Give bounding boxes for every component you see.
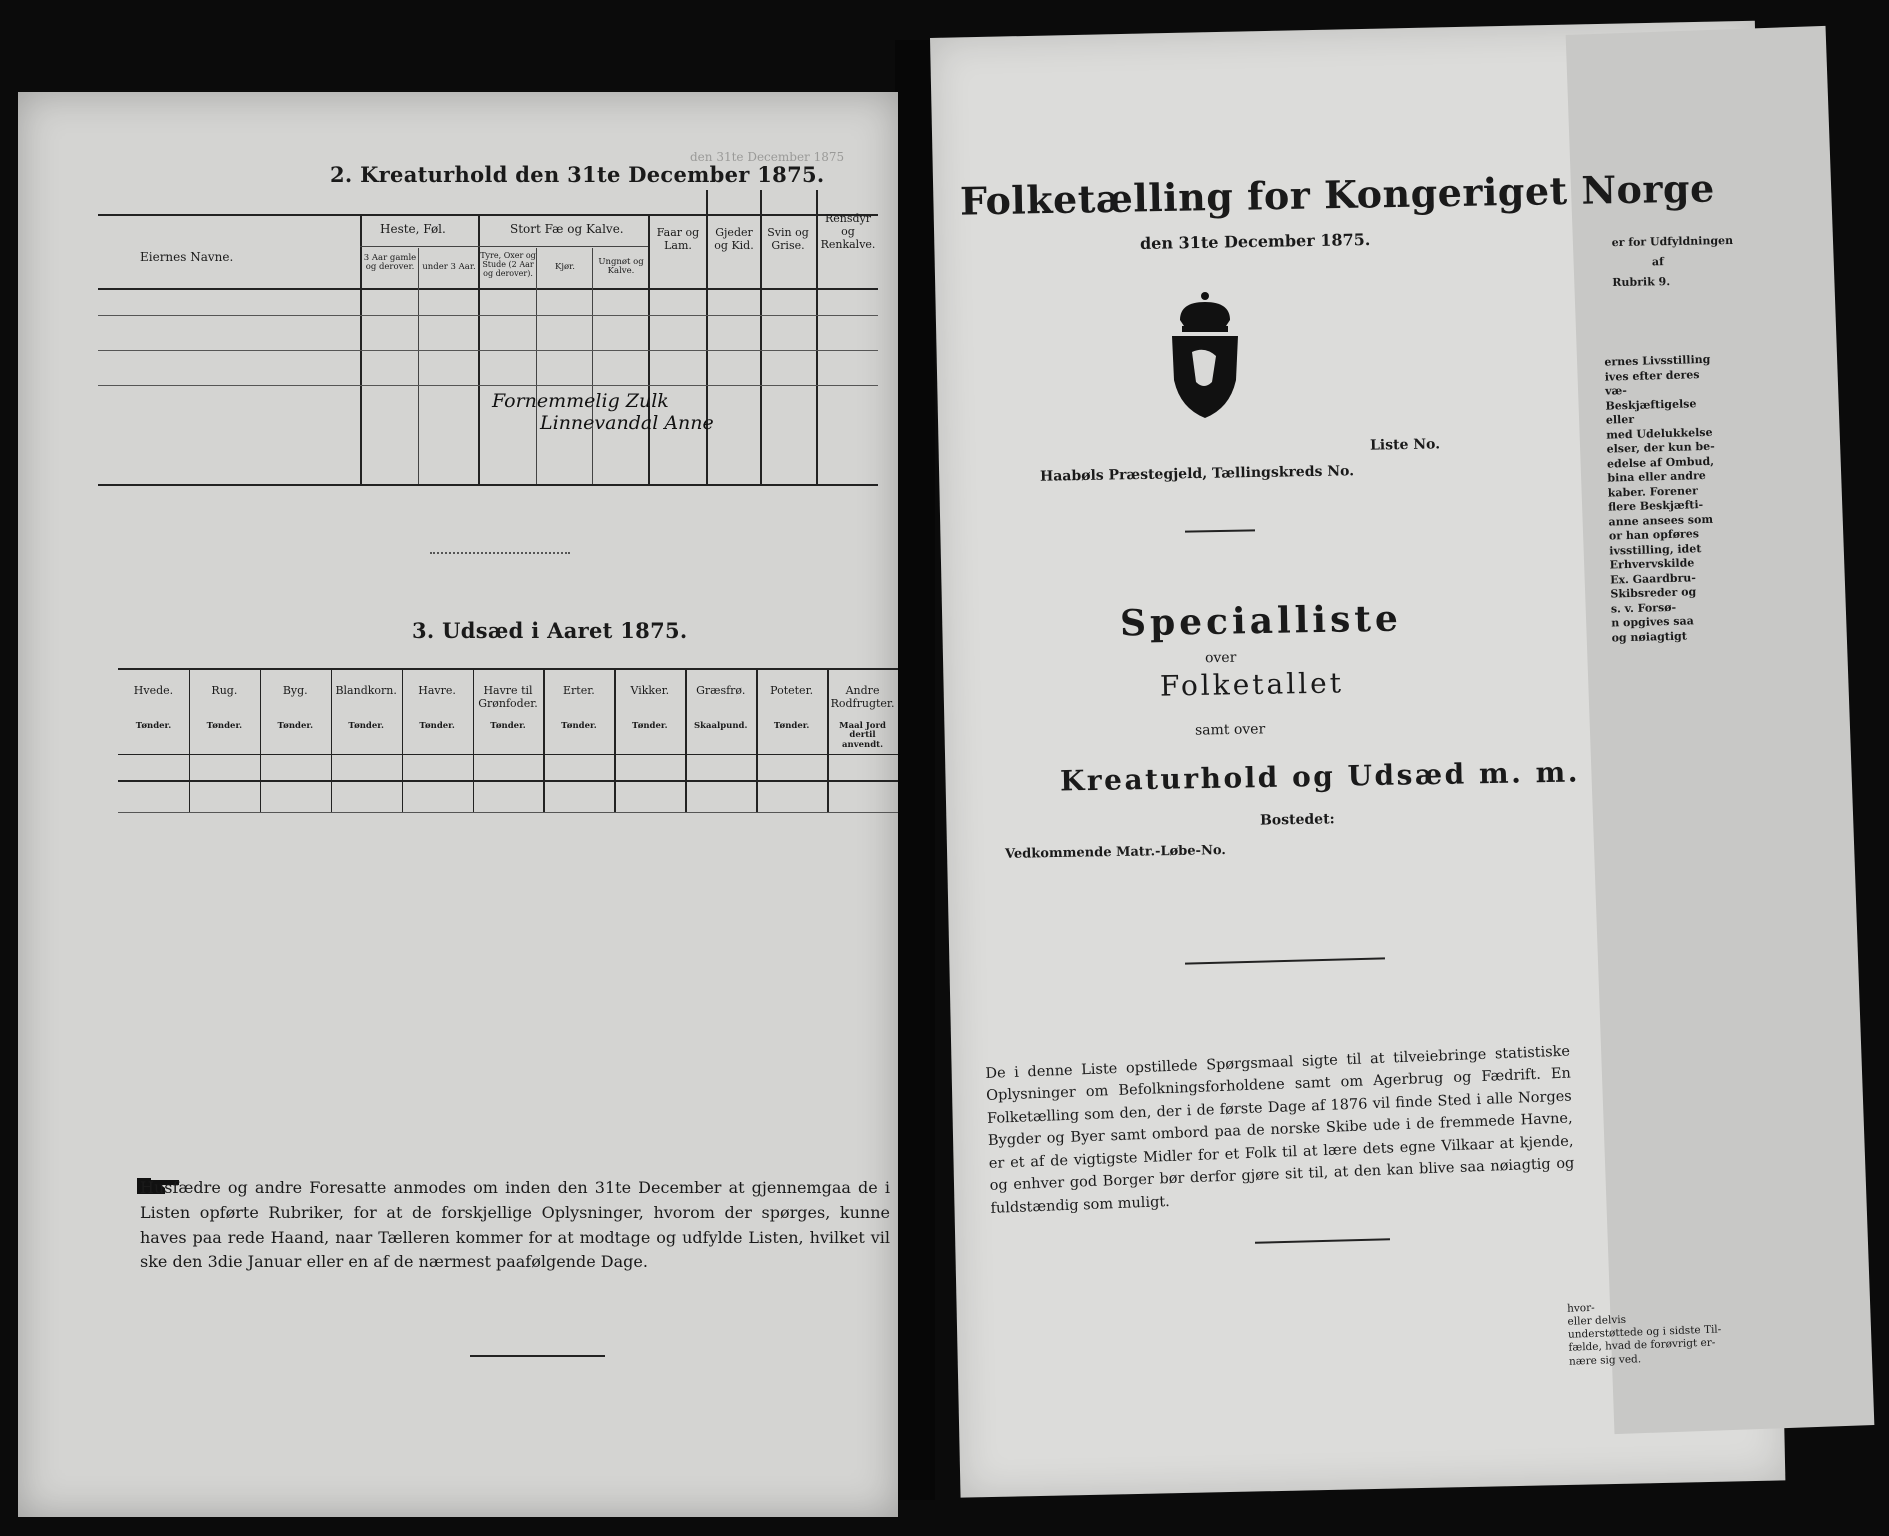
table2-row-rule [98,315,878,316]
sub-heste-3aar: 3 Aar gamle og derover. [363,253,417,273]
coat-of-arms-icon [1160,290,1250,420]
strip-line: ivsstilling, idet [1609,541,1702,558]
left-end-rule [470,1355,605,1357]
table3-col-unit: Tønder. [135,721,172,731]
strip-bottom-text [1567,1297,1729,1368]
over-label: over [1204,649,1237,667]
table3-col-unit: Tønder. [490,721,526,731]
strip-line: anne ansees som [1608,512,1714,529]
strip-line: med Udelukkelse [1606,425,1713,442]
table3-col-unit: Tønder. [632,721,668,731]
table3-col-label: Poteter. [770,684,814,697]
matr-label: Vedkommende Matr.-Løbe-No. [1004,843,1226,862]
table2-sub-vline [592,248,593,484]
notice-paragraph: Husfædre og andre Foresatte anmodes om inden den 31te December at gjennemgaa de i Listen opførte Rubriker, for at de forskjellige Oplysninger, hvorom der spørges, kunne haves paa rede Haand, naar Tælleren kommer for at modtage og udfylde Listen, hvilket vil ske den 3die Januar eller en af de nærmest paafølgende Dage. [140,1178,890,1272]
strip-line: or han opføres [1608,527,1700,543]
table2-sub-vline [418,248,419,484]
left-page [18,92,898,1517]
section3-title: 3. Udsæd i Aaret 1875. [412,618,688,643]
table3-bottom-rule [118,780,898,782]
strip-line: Ex. Gaardbru- [1609,571,1697,587]
table3-col-label: Havre til Grønfoder. [478,684,538,711]
strip-line: edelse af Ombud, [1606,454,1715,471]
table3-col-label: Vikker. [630,684,670,697]
table3-col-unit: Tønder. [773,721,810,731]
sub-kjor: Kjør. [555,262,575,272]
strip-line: n opgives saa [1611,614,1694,630]
strip-line: Erhvervskilde [1609,556,1695,572]
folketallet-heading: Folketallet [1159,666,1345,703]
group-gjeder-label: Gjeder og Kid. [714,226,754,253]
samt-over-label: samt over [1194,721,1266,739]
table2-vline [648,214,650,484]
group-stortfae-label: Stort Fæ og Kalve. [510,222,624,236]
table2-sub-vline [536,248,537,484]
group-svin-label: Svin og Grise. [767,226,809,253]
table3-header-rule [118,754,898,755]
sub-ungnot: Ungnøt og Kalve. [598,257,644,277]
table3-col-label: Græsfrø. [696,684,746,697]
table3-col-label: Erter. [563,684,595,697]
group-faar-label: Faar og Lam. [656,226,700,253]
faint-mirror-heading: den 31te December 1875 [690,150,845,164]
strip-line: Beskjæftigelse eller [1605,396,1697,427]
strip-line: s. v. Forsø- [1610,600,1677,616]
table2-owner-header: Eiernes Navne. [140,250,234,264]
table3-col-unit: Tønder. [419,721,455,731]
table3-col-label: Byg. [282,684,308,697]
bostedet-label: Bostedet: [1259,811,1335,829]
table3-top-rule [118,668,898,670]
strip-line: Skibsreder og [1610,585,1697,601]
table3-col-unit: Skaalpund. [693,721,748,731]
strip-bottom-line: understøttede og i sidste Til- [1567,1323,1722,1342]
separator-dots [430,552,570,554]
table2-row-rule [98,350,878,351]
table2-bottom-rule [98,484,878,486]
strip-line: kaber. Forener [1607,483,1698,500]
table2-group-rule [360,246,648,247]
table3-col-unit: Tønder. [561,721,597,731]
census-title: Folketælling for Kongeriget Norge [959,165,1716,224]
strip-bottom-line: nære sig ved. [1568,1352,1642,1368]
strip-line: ives efter deres væ- [1604,367,1700,398]
book-spine [895,40,935,1500]
strip-bottom-line: eller delvis [1567,1313,1627,1328]
liste-no: Liste No. [1369,436,1441,454]
strip-bottom-line: hvor- [1566,1301,1595,1315]
sub-tyre: Tyre, Oxer og Stude (2 Aar og derover). [480,251,536,278]
strip-column-text [1604,352,1732,645]
table3-col-label: Hvede. [133,684,174,697]
table2-row-rule [98,385,878,386]
table3-col-label: Andre Rodfrugter. [830,684,895,711]
section2-title: 2. Kreaturhold den 31te December 1875. [330,162,825,187]
census-date: den 31te December 1875. [1139,229,1371,254]
table3-col-label: Havre. [418,684,456,697]
strip-line: bina eller andre [1607,469,1706,485]
handwriting-line1: Fornemmelig Zulk [492,390,669,412]
table3-col-unit: Tønder. [206,721,243,731]
table3-col-unit: Maal Jord dertil anvendt. [839,721,886,750]
handwriting-line2: Linnevandal Anne [540,412,714,434]
group-heste-label: Heste, Føl. [380,222,446,236]
strip-line: ernes Livsstilling [1604,352,1711,369]
strip-line: flere Beskjæfti- [1608,498,1704,514]
strip-bottom-line: fælde, hvad de forøvrigt er- [1568,1337,1716,1355]
intro-paragraph: De i denne Liste opstillede Spørgsmaal sigte til at tilveiebringe statistiske Oplysninger om Befolkningsforholdene samt om Agerbrug og Fædrift. En Folketælling som den, der i de første Dage af 1876 vil finde Sted i alle Norges Bygder og Byer samt ombord paa de norske Skibe ude i de fremmede Havne, er et af de vigtigste Midler for et Folk til at lære dets egne Vilkaar at kjende, og enhver god Borger bør derfor gjøre sit til, at den kan blive saa nøiagtig og fuldstændig som muligt. [985,1043,1575,1217]
parish-line: Haabøls Præstegjeld, Tællingskreds No. [1039,463,1355,485]
table3-col-label: Rug. [211,684,238,697]
table3-col-label: Blandkorn. [335,684,397,697]
table3-col-unit: Tønder. [277,721,314,731]
sub-heste-under3: under 3 Aar. [422,262,476,272]
strip-line: og nøiagtigt [1611,629,1687,645]
group-rensdyr-label: Rensdyr og Renkalve. [820,212,876,252]
specialliste-heading: Specialliste [1119,597,1403,645]
kreaturhold-heading: Kreaturhold og Udsæd m. m. [1059,755,1581,798]
strip-line: elser, der kun be- [1606,439,1715,456]
strip-top-text: er for Udfyldningen af Rubrik 9. [1611,233,1734,289]
table3-end-rule [118,812,898,813]
table3-col-unit: Tønder. [348,721,384,731]
